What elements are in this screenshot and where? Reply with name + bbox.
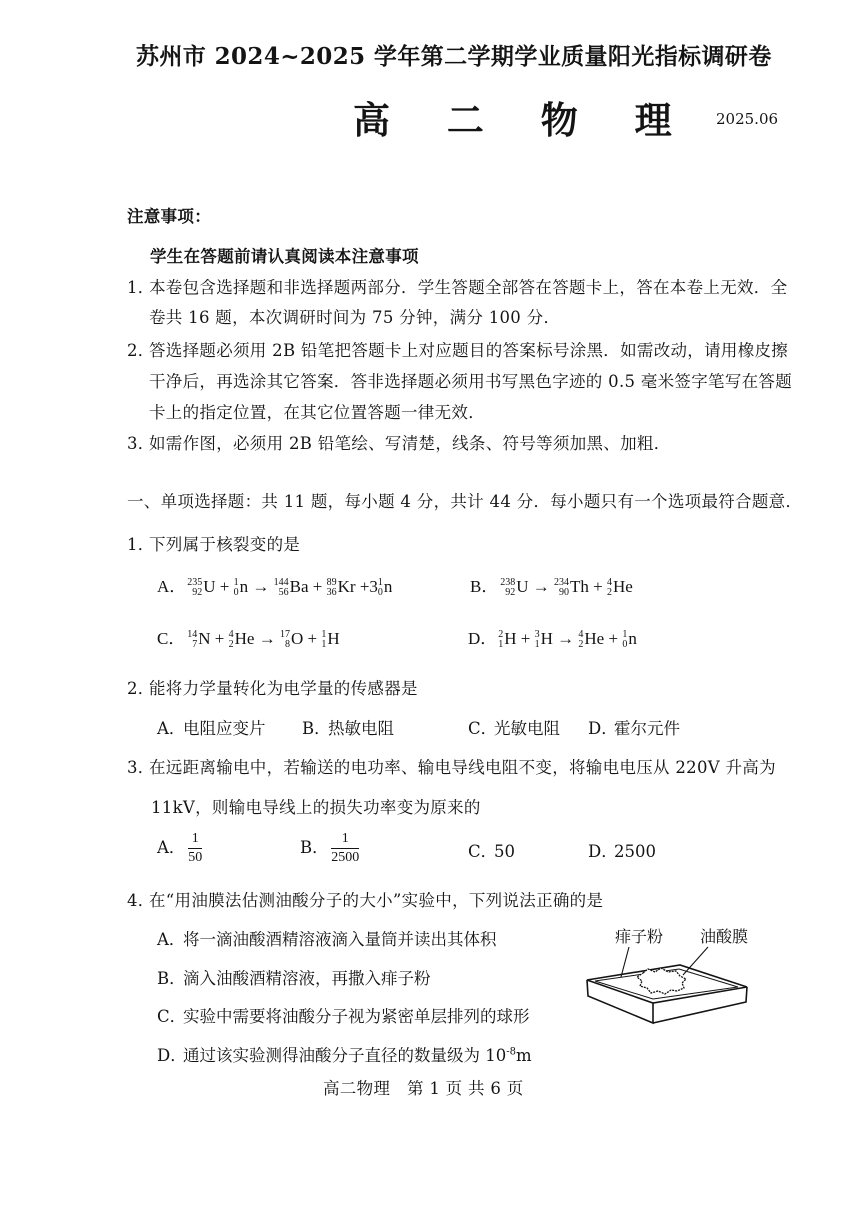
question-4-stem	[127, 887, 603, 911]
option-label: B．	[157, 969, 186, 988]
mass-number: 89	[326, 577, 337, 589]
exponent: -8	[506, 1046, 516, 1058]
operator: +	[307, 629, 318, 648]
arrow: →	[258, 629, 276, 648]
element-symbol: Kr	[337, 577, 356, 596]
option-b[interactable]	[302, 715, 394, 739]
arrow: →	[532, 577, 550, 596]
option-c[interactable]	[468, 715, 560, 739]
option-text: 霍尔元件	[614, 719, 680, 738]
isotope-numbers	[280, 630, 290, 650]
atomic-number: 2	[578, 639, 584, 651]
notice-heading: 注意事项：	[127, 207, 211, 226]
isotope-numbers	[274, 578, 289, 598]
question-3-stem	[127, 754, 776, 778]
element-symbol: He	[234, 629, 255, 648]
isotope-numbers	[234, 578, 239, 598]
element-symbol: H	[327, 629, 340, 648]
operator: +	[593, 577, 603, 596]
option-d[interactable]	[468, 624, 637, 650]
element-symbol: n	[628, 629, 637, 648]
option-c[interactable]	[468, 838, 515, 862]
element-symbol: H	[504, 629, 517, 648]
pointer-line-powder	[621, 947, 629, 977]
page-footer: 高二物理 第 1 页 共 6 页	[323, 1079, 524, 1098]
mass-number: 1	[377, 577, 383, 589]
option-label: D．	[588, 719, 618, 738]
question-number: 2．	[127, 679, 155, 698]
option-label: D．	[157, 1046, 187, 1065]
question-text: 在“用油膜法估测油酸分子的大小”实验中，下列说法正确的是	[149, 891, 604, 910]
question-text: 能将力学量转化为电学量的传感器是	[149, 679, 418, 698]
notice-item-line: 干净后，再选涂其它答案．答非选择题必须用书写黑色字迹的 0.5 毫米签字笔写在答题	[149, 372, 793, 391]
notice-intro: 学生在答题前请认真阅读本注意事项	[150, 247, 419, 266]
atomic-number: 92	[192, 587, 203, 599]
question-text: 在远距离输电中，若输送的电功率、输电导线电阻不变，将输电电压从 220V 升高为	[149, 758, 776, 777]
option-label: C．	[157, 629, 186, 648]
figure-label-film: 油酸膜	[700, 927, 749, 946]
isotope-numbers	[607, 578, 612, 598]
option-c[interactable]	[157, 624, 340, 650]
option-label: C．	[157, 1007, 187, 1026]
isotope-numbers	[321, 630, 326, 650]
option-text: 光敏电阻	[494, 719, 560, 738]
option-a[interactable]	[157, 926, 497, 950]
option-text: 电阻应变片	[183, 719, 266, 738]
isotope-numbers	[229, 630, 234, 650]
mass-number: 2	[498, 629, 504, 641]
mass-number: 1	[622, 629, 628, 641]
mass-number: 1	[321, 629, 327, 641]
notice-item-line: 答选择题必须用 2B 铅笔把答题卡上对应题目的答案标号涂黑．如需改动，请用橡皮擦	[149, 341, 789, 360]
notice-item-1	[127, 274, 787, 298]
option-b[interactable]	[470, 572, 633, 598]
atomic-number: 1	[534, 639, 540, 651]
mass-number: 4	[578, 629, 584, 641]
isotope-numbers	[327, 578, 337, 598]
element-symbol: Th	[570, 577, 589, 596]
atomic-number: 2	[607, 587, 613, 599]
mass-number: 1	[233, 577, 239, 589]
atomic-number: 92	[505, 587, 516, 599]
option-d[interactable]	[588, 838, 656, 862]
mass-number: 14	[187, 629, 198, 641]
atomic-number: 2	[228, 639, 234, 651]
option-text: 50	[494, 842, 515, 861]
notice-item-3	[127, 430, 671, 454]
atomic-number: 56	[278, 587, 289, 599]
option-label: A．	[157, 838, 186, 857]
mass-number: 17	[279, 629, 290, 641]
question-number: 1．	[127, 535, 155, 554]
isotope-numbers	[535, 630, 540, 650]
isotope-numbers	[187, 630, 197, 650]
mass-number: 3	[534, 629, 540, 641]
notice-item-line: 如需作图，必须用 2B 铅笔绘、写清楚，线条、符号等须加黑、加粗．	[149, 434, 671, 453]
denominator: 50	[188, 850, 203, 865]
notice-item-line: 卡上的指定位置，在其它位置答题一律无效．	[149, 403, 485, 422]
exam-title: 苏州市 2024~2025 学年第二学期学业质量阳光指标调研卷	[136, 43, 772, 70]
notice-item-number: 2．	[127, 341, 155, 360]
element-symbol: Ba	[289, 577, 309, 596]
option-text: 滴入油酸酒精溶液，再撒入痱子粉	[183, 969, 431, 988]
numerator: 1	[341, 831, 349, 846]
atomic-number: 8	[284, 639, 290, 651]
isotope-numbers	[187, 578, 202, 598]
option-label: D．	[588, 842, 618, 861]
operator: +	[312, 577, 323, 596]
operator: +	[219, 577, 230, 596]
atomic-number: 0	[233, 587, 239, 599]
question-text: 下列属于核裂变的是	[149, 535, 301, 554]
isotope-numbers	[378, 578, 383, 598]
notice-item-number: 3．	[127, 434, 155, 453]
notice-item-number: 1．	[127, 278, 155, 297]
mass-number: 234	[554, 577, 570, 589]
option-label: A．	[157, 930, 186, 949]
element-symbol: He	[613, 577, 633, 596]
atomic-number: 90	[559, 587, 570, 599]
isotope-numbers	[578, 630, 583, 650]
question-1-stem	[127, 531, 300, 555]
option-text: 通过该实验测得油酸分子直径的数量级为 10	[183, 1046, 507, 1065]
notice-item-line: 本卷包含选择题和非选择题两部分．学生答题全部答在答题卡上，答在本卷上无效．全	[149, 278, 788, 297]
option-label: D．	[468, 629, 498, 648]
mass-number: 238	[500, 577, 516, 589]
option-a[interactable]	[157, 830, 202, 867]
isotope-numbers	[622, 630, 627, 650]
question-text: 11kV，则输电导线上的损失功率变为原来的	[151, 798, 481, 817]
operator: +	[520, 629, 531, 648]
question-2-stem	[127, 675, 418, 699]
isotope-numbers	[500, 578, 515, 598]
fraction	[188, 830, 202, 867]
option-b[interactable]	[300, 830, 359, 867]
mass-number: 4	[607, 577, 613, 589]
option-label: A．	[157, 577, 187, 596]
atomic-number: 7	[192, 639, 198, 651]
isotope-numbers	[554, 578, 569, 598]
denominator: 2500	[331, 850, 360, 865]
option-text: 将一滴油酸酒精溶液滴入量筒并读出其体积	[183, 930, 497, 949]
arrow: →	[557, 629, 575, 648]
element-symbol: n	[383, 577, 393, 596]
option-b[interactable]	[157, 965, 431, 989]
figure-label-powder: 痱子粉	[615, 927, 664, 946]
element-symbol: N	[198, 629, 211, 648]
unit: m	[516, 1046, 532, 1065]
option-label: B．	[300, 838, 329, 857]
element-symbol: U	[516, 577, 529, 596]
option-text: 2500	[614, 842, 656, 861]
option-text: 热敏电阻	[328, 719, 394, 738]
question-number: 4．	[127, 891, 155, 910]
atomic-number: 1	[321, 639, 327, 651]
operator: +	[608, 629, 619, 648]
mass-number: 144	[273, 577, 289, 589]
subject-title: 高 二 物 理	[353, 98, 694, 142]
option-label: B．	[302, 719, 331, 738]
option-text: 实验中需要将油酸分子视为紧密单层排列的球形	[183, 1007, 530, 1026]
exam-date: 2025.06	[716, 110, 779, 128]
operator: +	[214, 629, 225, 648]
option-a[interactable]	[157, 715, 266, 739]
notice-item-line: 卷共 16 题，本次调研时间为 75 分钟，满分 100 分．	[149, 308, 561, 327]
fraction	[331, 830, 359, 867]
arrow: →	[252, 577, 270, 596]
atomic-number: 1	[498, 639, 504, 651]
oil-film-tray-figure	[585, 925, 755, 1037]
option-a[interactable]	[157, 572, 392, 598]
question-number: 3．	[127, 758, 155, 777]
numerator: 1	[191, 831, 199, 846]
atomic-number: 36	[326, 587, 337, 599]
option-d[interactable]	[588, 715, 680, 739]
option-d[interactable]	[157, 1042, 532, 1066]
notice-item-2	[127, 337, 788, 361]
operator: +3	[359, 577, 378, 596]
option-label: C．	[468, 719, 498, 738]
element-symbol: n	[239, 577, 249, 596]
mass-number: 235	[187, 577, 203, 589]
option-c[interactable]	[157, 1003, 530, 1027]
element-symbol: O	[290, 629, 304, 648]
mass-number: 4	[228, 629, 234, 641]
option-label: B．	[470, 577, 499, 596]
section-heading: 一、单项选择题：共 11 题，每小题 4 分，共计 44 分．每小题只有一个选项最符合题意．	[127, 492, 803, 511]
option-label: C．	[468, 842, 498, 861]
option-label: A．	[157, 719, 186, 738]
atomic-number: 0	[622, 639, 628, 651]
element-symbol: H	[540, 629, 553, 648]
atomic-number: 0	[377, 587, 383, 599]
element-symbol: U	[203, 577, 216, 596]
isotope-numbers	[498, 630, 503, 650]
element-symbol: He	[584, 629, 605, 648]
